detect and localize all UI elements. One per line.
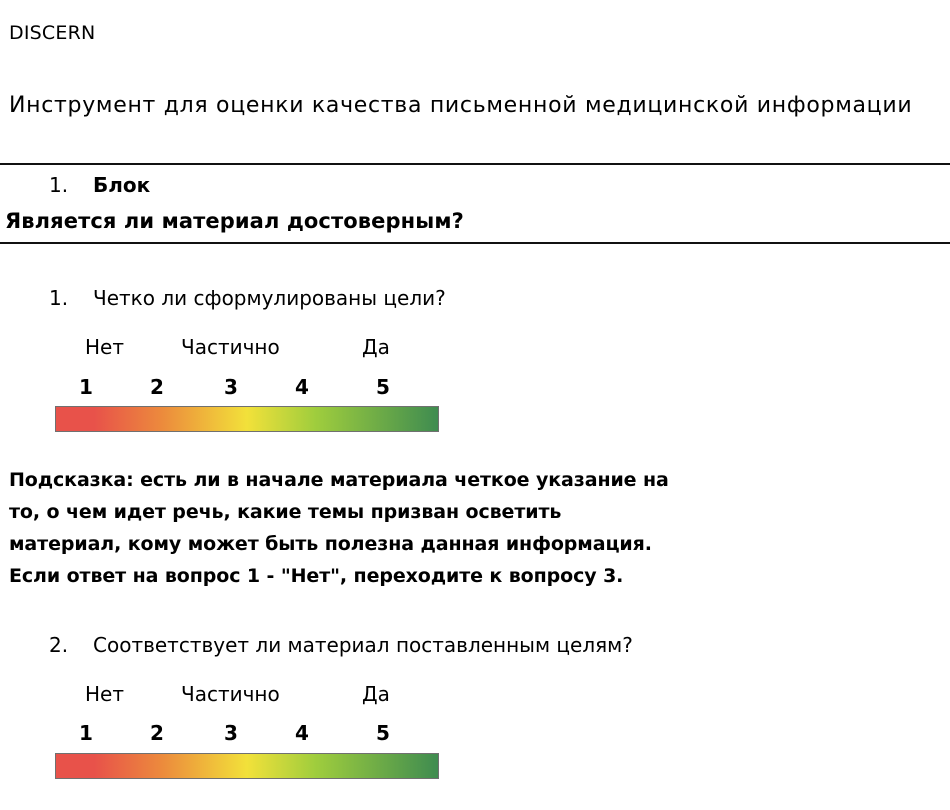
scale-option-3[interactable]: 3 bbox=[224, 375, 238, 399]
question-number: 1. bbox=[49, 286, 69, 310]
scale-option-4[interactable]: 4 bbox=[295, 721, 309, 745]
scale-option-5[interactable]: 5 bbox=[376, 721, 390, 745]
question-text: Соответствует ли материал поставленным целям? bbox=[93, 633, 633, 657]
document-title: DISCERN bbox=[9, 22, 96, 44]
rating-gradient-bar bbox=[55, 753, 439, 779]
hint-line: материал, кому может быть полезна данная информация. bbox=[9, 533, 652, 555]
scale-option-2[interactable]: 2 bbox=[150, 721, 164, 745]
question-1 bbox=[49, 286, 446, 310]
scale-option-1[interactable]: 1 bbox=[79, 721, 93, 745]
scale-label-partial: Частично bbox=[181, 335, 280, 359]
scale-label-yes: Да bbox=[362, 335, 390, 359]
scale-label-no: Нет bbox=[85, 335, 124, 359]
divider-bottom bbox=[0, 242, 950, 244]
scale-label-partial: Частично bbox=[181, 682, 280, 706]
hint-line: Если ответ на вопрос 1 - "Нет", переходите к вопросу 3. bbox=[9, 565, 624, 587]
hint-text bbox=[9, 464, 689, 592]
block-heading bbox=[49, 173, 150, 197]
question-number: 2. bbox=[49, 633, 69, 657]
question-text: Четко ли сформулированы цели? bbox=[93, 286, 446, 310]
scale-option-2[interactable]: 2 bbox=[150, 375, 164, 399]
block-question: Является ли материал достоверным? bbox=[5, 209, 464, 233]
scale-option-3[interactable]: 3 bbox=[224, 721, 238, 745]
block-number: 1. bbox=[49, 173, 69, 197]
rating-gradient-bar bbox=[55, 406, 439, 432]
scale-option-1[interactable]: 1 bbox=[79, 375, 93, 399]
document-subtitle: Инструмент для оценки качества письменной медицинской информации bbox=[9, 93, 913, 118]
block-label: Блок bbox=[93, 173, 151, 197]
question-2 bbox=[49, 633, 633, 657]
scale-option-5[interactable]: 5 bbox=[376, 375, 390, 399]
scale-option-4[interactable]: 4 bbox=[295, 375, 309, 399]
scale-label-yes: Да bbox=[362, 682, 390, 706]
hint-line: Подсказка: есть ли в начале материала четкое указание на bbox=[9, 469, 669, 491]
scale-label-no: Нет bbox=[85, 682, 124, 706]
hint-line: то, о чем идет речь, какие темы призван осветить bbox=[9, 501, 562, 523]
divider-top bbox=[0, 163, 950, 165]
